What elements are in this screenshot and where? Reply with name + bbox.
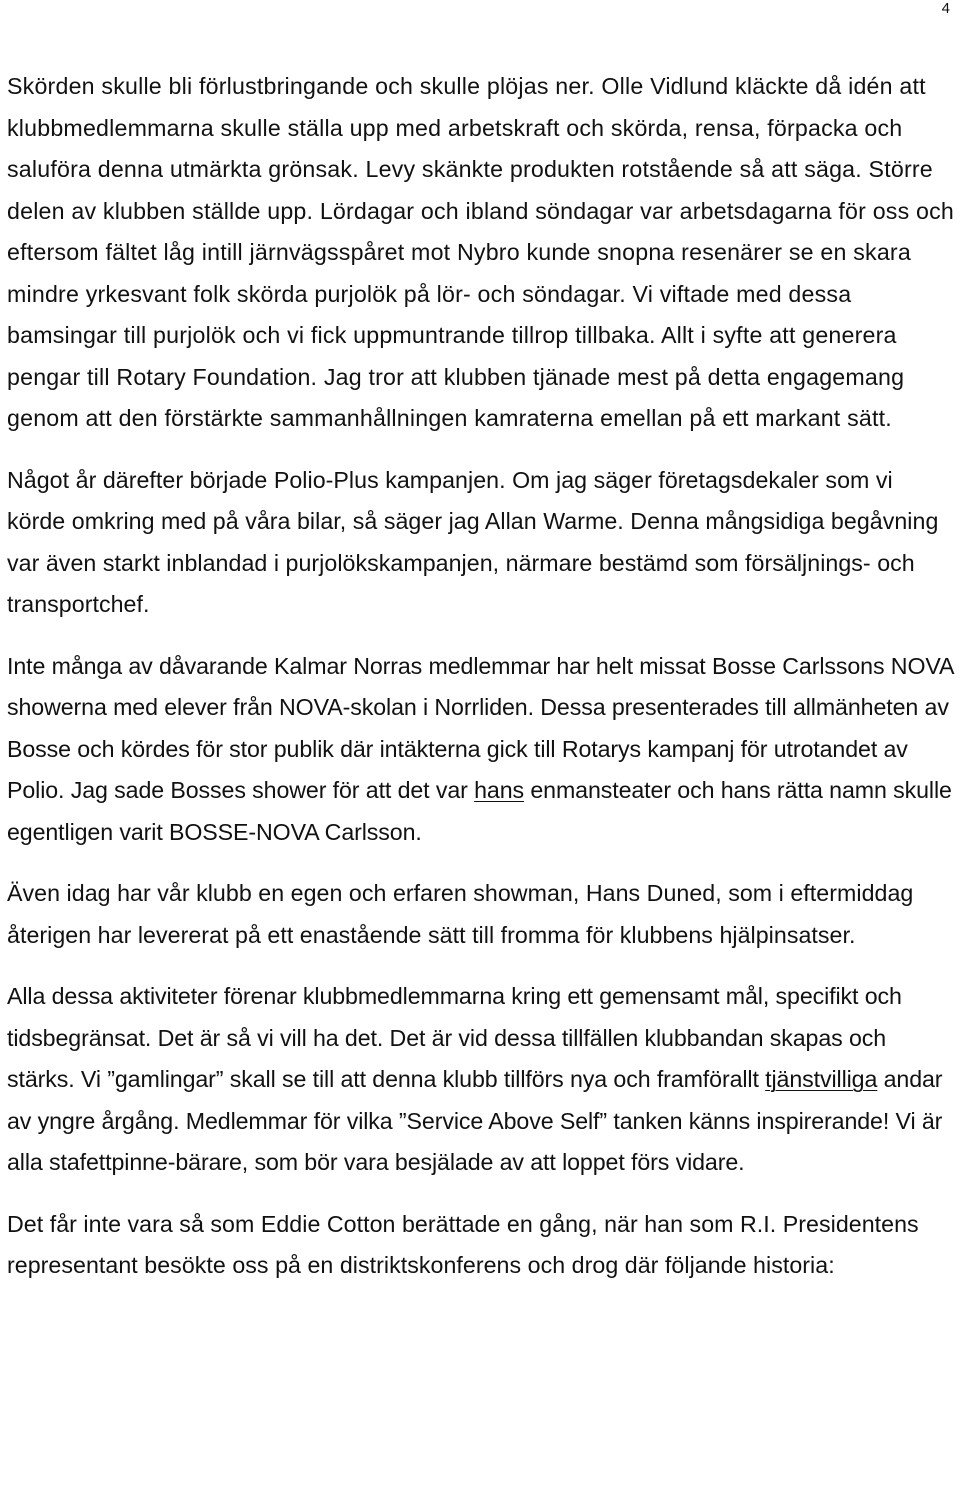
paragraph-nova-text-end: enmansteater och hans rätta namn skulle egentligen varit BOSSE-NOVA Carlsson. [7,777,952,845]
paragraph-showman: Även idag har vår klubb en egen och erfaren showman, Hans Duned, som i eftermiddag återigen har levererat på ett enastående sätt till fromma för klubbens hjälpinsatser. [7,880,914,948]
paragraph-club-spirit [7,976,957,1184]
page-number: 4 [941,0,950,17]
paragraph-club-text-start: Alla dessa aktiviteter förenar klubbmedlemmarna kring ett gemensamt mål, specifikt och tidsbegränsat. Det är så vi vill ha det. Det är vid dessa tillfällen klubbandan skapas och stärks. Vi ”gamlingar” skall se till att denna klubb tillförs nya och framförallt [7,983,902,1092]
document-body [7,66,957,1287]
paragraph-club-text-end: andar av yngre årgång. Medlemmar för vilka ”Service Above Self” tanken känns inspirerande! Vi är alla stafettpinne-bärare, som bör vara besjälade av att loppet förs vidare. [7,1066,943,1175]
underlined-word-hans: hans [474,777,525,803]
underlined-word-tjanstvilliga: tjänstvilliga [765,1066,878,1092]
paragraph-nova-text-start: Inte många av dåvarande Kalmar Norras medlemmar har helt missat Bosse Carlssons NOVA showerna med elever från NOVA-skolan i Norrliden. Dessa presenterades till allmänheten av Bosse och kördes för stor publik där intäkterna gick till Rotarys kampanj för utrotandet av Polio. Jag sade Bosses shower för att det var [7,652,954,803]
paragraph-nova-shows [7,646,957,854]
paragraph-eddie-cotton: Det får inte vara så som Eddie Cotton berättade en gång, när han som R.I. Presidentens representant besökte oss på en distriktskonferens och drog där följande historia: [7,1210,919,1278]
paragraph-leek-harvest: Skörden skulle bli förlustbringande och skulle plöjas ner. Olle Vidlund kläckte då idén att klubbmedlemmarna skulle ställa upp med arbetskraft och skörda, rensa, förpacka och saluföra denna utmärkta grönsak. Levy skänkte produkten rotstående så att säga. Större delen av klubben ställde upp. Lördagar och ibland söndagar var arbetsdagarna för oss och eftersom fältet låg intill järnvägsspåret mot Nybro kunde snopna resenärer se en skara mindre yrkesvant folk skörda purjolök på lör- och söndagar. Vi viftade med dessa bamsingar till purjolök och vi fick uppmuntrande tillrop tillbaka. Allt i syfte att generera pengar till Rotary Foundation. Jag tror att klubben tjänade mest på detta engagemang genom att den förstärkte sammanhållningen kamraterna emellan på ett markant sätt. [7,73,955,431]
paragraph-polio-plus: Något år därefter började Polio-Plus kampanjen. Om jag säger företagsdekaler som vi körde omkring med på våra bilar, så säger jag Allan Warme. Denna mångsidiga begåvning var även starkt inblandad i purjolökskampanjen, närmare bestämd som försäljnings- och transportchef. [7,466,939,617]
